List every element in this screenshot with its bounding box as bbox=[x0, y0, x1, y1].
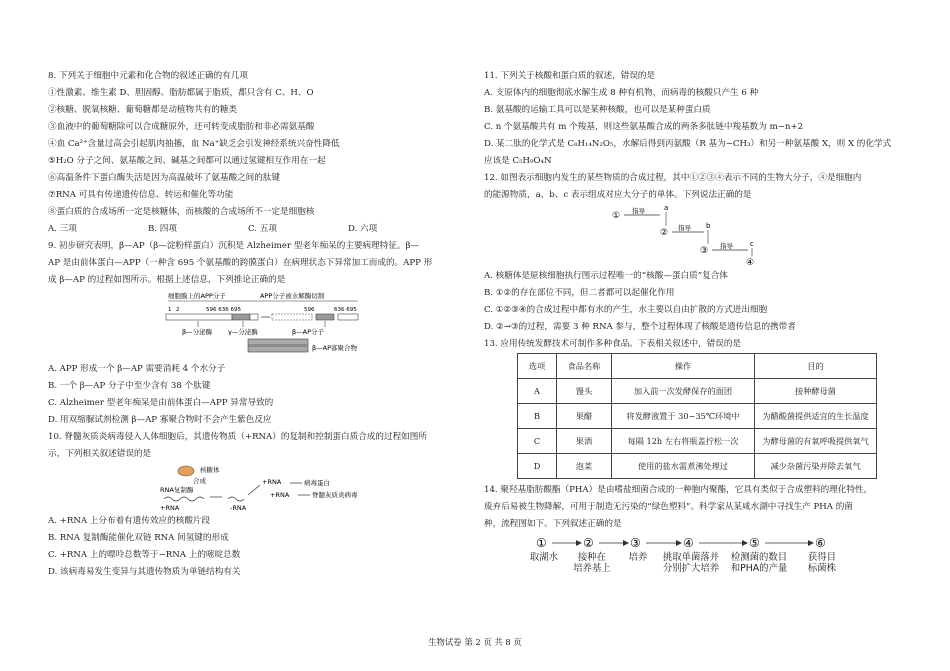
q10-plus-rna-strand bbox=[164, 497, 204, 501]
table-cell: 果醋 bbox=[557, 404, 612, 429]
q8-statement: ⑦RNA 可具有传递遗传信息、转运和催化等功能 bbox=[48, 190, 234, 200]
q12-guide-2: 指导 bbox=[678, 224, 691, 232]
table-cell: B bbox=[518, 404, 557, 429]
q10-virus-diagram bbox=[48, 463, 468, 513]
q11-option-a: A. 支原体内的细胞彻底水解生成 8 种有机物，而病毒的核酸只产生 6 种 bbox=[484, 88, 759, 98]
q9-fragment-beta bbox=[316, 314, 334, 320]
q12-node-2: ② bbox=[660, 228, 669, 238]
table-cell: 减少杂菌污染并除去氧气 bbox=[755, 454, 877, 479]
table-cell: C bbox=[518, 429, 557, 454]
table-cell: 馒头 bbox=[557, 379, 612, 404]
q8-option-a: A. 三项 bbox=[48, 224, 77, 234]
q14-step-text: 标菌株 bbox=[807, 563, 837, 574]
q10-ribosome-shape bbox=[178, 466, 194, 476]
q13-stem: 13. 应用传统发酵技术可制作多种食品。下表相关叙述中，错误的是 bbox=[484, 339, 742, 349]
q10-label-virus: 脊髓灰质炎病毒 bbox=[312, 491, 358, 499]
q14-step-text: 取湖水 bbox=[529, 552, 559, 563]
left-column bbox=[48, 68, 468, 581]
q12-option-c: C. ①②③④的合成过程中都有水的产生，水主要以自由扩散的方式进出细胞 bbox=[484, 305, 768, 315]
q12-guide-1: 指导 bbox=[632, 207, 645, 215]
q12-mono-b: b bbox=[706, 222, 711, 230]
q10-label-synth: 合成 bbox=[193, 477, 206, 485]
q9-app-diagram bbox=[48, 289, 468, 361]
q9-num-1: 1 bbox=[168, 307, 172, 313]
q9-stem: 9. 初步研究表明，β—AP（β—淀粉样蛋白）沉积是 Alzheimer 型老年痴呆的主要病理特征。β— bbox=[48, 241, 420, 251]
q8-options bbox=[48, 221, 468, 238]
q10-arrow-2 bbox=[248, 485, 260, 495]
q14-step-label bbox=[722, 552, 796, 574]
q11-option-c: C. n 个氨基酸共有 m 个羧基，则这些氨基酸合成的两条多肽链中羧基数为 m−n+2 bbox=[484, 122, 804, 132]
q14-arrowhead bbox=[623, 540, 629, 546]
q8-stem: 8. 下列关于细胞中元素和化合物的叙述正确的有几项 bbox=[48, 71, 248, 81]
table-header-cell: 食品名称 bbox=[557, 354, 612, 379]
q9-nums-right: 636 695 bbox=[334, 307, 357, 313]
q14-step-label bbox=[798, 552, 846, 574]
q8-statement: ④血 Ca²⁺含量过高会引起肌肉抽搐，血 Na⁺缺乏会引发神经系统兴奋性降低 bbox=[48, 139, 340, 149]
q14-step-text: 分别扩大培养 bbox=[662, 563, 720, 574]
q8-statement: ②核糖、脱氧核糖、葡萄糖都是动植物共有的糖类 bbox=[48, 105, 238, 115]
q12-node-1: ① bbox=[612, 211, 621, 221]
q14-flow-svg bbox=[484, 533, 904, 551]
q14-flowchart bbox=[484, 533, 904, 583]
q9-app-chain bbox=[166, 314, 232, 320]
q9-label-beta-enzyme: β—分泌酶 bbox=[182, 328, 213, 336]
q14-stem: 种，流程图如下。下列叙述正确的是 bbox=[484, 519, 622, 529]
q10-minus-rna-strand bbox=[228, 497, 244, 501]
q14-node: ② bbox=[583, 536, 594, 550]
q12-synthesis-diagram bbox=[484, 204, 904, 268]
q12-option-b: B. ①②的存在部位不同，但二者都可以起催化作用 bbox=[484, 288, 675, 298]
q12-stem: 12. 如图表示细胞内发生的某些物质的合成过程，其中①②③④表示不同的生物大分子，④是细胞内 bbox=[484, 173, 862, 183]
q14-stem: 14. 聚羟基脂肪酸酯（PHA）是由嗜盐细菌合成的一种胞内聚酯，它具有类似于合成塑料的理化特性， bbox=[484, 485, 873, 495]
q8-statement: ①性激素、维生素 D、胆固醇、脂肪都属于脂质，都只含有 C、H、O bbox=[48, 88, 314, 98]
q9-app-beta-segment bbox=[232, 314, 250, 320]
table-cell: A bbox=[518, 379, 557, 404]
q12-guide-3: 指导 bbox=[720, 242, 733, 250]
page-footer: 生物试卷 第 2 页 共 8 页 bbox=[428, 637, 522, 647]
table-cell: 接种酵母菌 bbox=[755, 379, 877, 404]
q9-option-b: B. 一个 β—AP 分子中至少含有 38 个肽键 bbox=[48, 381, 211, 391]
q9-num-2: 2 bbox=[176, 307, 180, 313]
q10-label-plus-rna-bottom: +RNA bbox=[160, 504, 180, 512]
q14-step-label bbox=[654, 552, 728, 574]
q10-label-minus-rna: -RNA bbox=[230, 504, 247, 512]
q12-stem: 的能源物质，a、b、c 表示组成对应大分子的单体。下列说法正确的是 bbox=[484, 190, 752, 200]
q8-statement: ⑤H₂O 分子之间、氨基酸之间、碱基之间都可以通过氢键相互作用在一起 bbox=[48, 156, 326, 166]
q10-label-plus-rna-top: +RNA bbox=[262, 478, 282, 486]
q13-table bbox=[517, 353, 877, 479]
q14-step-text: 检测菌的数目 bbox=[730, 552, 788, 563]
q12-mono-a: a bbox=[664, 204, 669, 212]
q14-step-text: 接种在 bbox=[577, 552, 607, 563]
table-header-cell: 选项 bbox=[518, 354, 557, 379]
q8-statement: ⑥高温条件下蛋白酶失活是因为高温破坏了氨基酸之间的肽键 bbox=[48, 173, 281, 183]
q14-step-text: 挑取单菌落并 bbox=[662, 552, 720, 563]
q12-node-4: ④ bbox=[746, 258, 755, 268]
table-cell: 果酒 bbox=[557, 429, 612, 454]
table-row bbox=[518, 379, 877, 404]
table-cell: 为醋酸菌提供适宜的生长温度 bbox=[755, 404, 877, 429]
q14-stem: 废弃后易被生物降解，可用于制造无污染的“绿色塑料”。科学家从某咸水湖中寻找生产 PHA 的菌 bbox=[484, 502, 853, 512]
table-cell: 每隔 12h 左右将瓶盖拧松一次 bbox=[612, 429, 755, 454]
table-cell: 为酵母菌的有氧呼吸提供氧气 bbox=[755, 429, 877, 454]
q9-label-beta-ap: β—AP分子 bbox=[292, 328, 325, 336]
q10-option-b: B. RNA 复制酶能催化双链 RNA 间氢键的形成 bbox=[48, 533, 229, 543]
q8-option-d: D. 六项 bbox=[348, 224, 378, 234]
q10-option-d: D. 该病毒易发生变异与其遗传物质为单链结构有关 bbox=[48, 567, 241, 577]
q8-statement: ⑧蛋白质的合成场所一定是核糖体，而核酸的合成场所不一定是细胞核 bbox=[48, 207, 315, 217]
q14-step-text: 和PHA的产量 bbox=[730, 563, 788, 574]
q10-option-c: C. +RNA 上的嘌呤总数等于−RNA 上的嘧啶总数 bbox=[48, 550, 241, 560]
table-cell: 使用的盐水需煮沸处理过 bbox=[612, 454, 755, 479]
table-header-cell: 操作 bbox=[612, 354, 755, 379]
q14-step-text: 培养 bbox=[628, 552, 648, 563]
q9-aggregate-block bbox=[248, 339, 308, 345]
q9-nums-left: 596 636 695 bbox=[206, 307, 241, 313]
table-header-row bbox=[518, 354, 877, 379]
q9-num-596: 596 bbox=[304, 307, 315, 313]
table-cell: 泡菜 bbox=[557, 454, 612, 479]
table-cell: 将发酵液置于 30~35℃环境中 bbox=[612, 404, 755, 429]
q9-stem: AP 是由前体蛋白—APP（一种含 695 个氨基酸的跨膜蛋白）在病理状态下异常加工而成的。APP 形 bbox=[48, 258, 433, 268]
q14-step-text: 获得目 bbox=[807, 552, 837, 563]
table-cell: 加入前一次发酵保存的面团 bbox=[612, 379, 755, 404]
q12-option-a: A. 核糖体是原核细胞执行图示过程唯一的“核酸—蛋白质”复合体 bbox=[484, 271, 728, 281]
q12-option-d: D. ②→③的过程，需要 3 种 RNA 参与，整个过程体现了核酸是遗传信息的携带者 bbox=[484, 322, 796, 332]
q9-fragment-right bbox=[338, 314, 358, 320]
q9-label-cut: APP分子被水解酶切割 bbox=[260, 292, 325, 300]
q9-app-tail bbox=[250, 314, 258, 320]
q14-step-text: 培养基上 bbox=[573, 563, 611, 574]
q10-label-replicase: RNA复制酶 bbox=[160, 486, 194, 494]
q9-option-a: A. APP 形成一个 β—AP 需要消耗 4 个水分子 bbox=[48, 364, 226, 374]
q14-step-label bbox=[562, 552, 622, 574]
q14-node: ⑤ bbox=[749, 536, 760, 550]
q9-aggregate-block bbox=[248, 346, 308, 352]
q10-stem: 示，下列相关叙述错误的是 bbox=[48, 449, 152, 459]
q11-option-d-cont: 应该是 C₅H₉O₄N bbox=[484, 156, 552, 166]
q9-label-membrane: 细胞膜上的APP分子 bbox=[168, 292, 226, 300]
q10-label-capsid: 病毒蛋白 bbox=[304, 479, 330, 487]
q12-mono-c: c bbox=[750, 240, 754, 248]
q14-arrowhead bbox=[808, 540, 814, 546]
q9-option-d: D. 用双缩脲试剂检测 β—AP 寡聚合物时不会产生紫色反应 bbox=[48, 415, 272, 425]
q11-option-b: B. 氨基酸的运输工具可以是某种核酸，也可以是某种蛋白质 bbox=[484, 105, 711, 115]
q14-node: ⑥ bbox=[815, 536, 826, 550]
table-row bbox=[518, 454, 877, 479]
right-column bbox=[484, 68, 904, 583]
q14-step-label bbox=[520, 552, 568, 563]
q9-label-aggregate: β—AP寡聚合物 bbox=[312, 344, 358, 352]
q10-stem: 10. 脊髓灰质炎病毒侵入人体细胞后，其遗传物质（+RNA）的复制和控制蛋白质合成的过程如图所 bbox=[48, 432, 427, 442]
q14-node: ① bbox=[536, 536, 547, 550]
q9-option-c: C. Alzheimer 型老年痴呆是由前体蛋白—APP 异常导致的 bbox=[48, 398, 274, 408]
q14-node: ④ bbox=[683, 536, 694, 550]
q11-stem: 11. 下列关于核酸和蛋白质的叙述，错误的是 bbox=[484, 71, 656, 81]
table-row bbox=[518, 404, 877, 429]
table-cell: D bbox=[518, 454, 557, 479]
q8-option-b: B. 四项 bbox=[148, 224, 177, 234]
q14-arrowhead bbox=[576, 540, 582, 546]
q14-arrowhead bbox=[742, 540, 748, 546]
q14-arrowhead bbox=[676, 540, 682, 546]
q12-node-3: ③ bbox=[700, 246, 709, 256]
q10-label-ribosome: 核糖体 bbox=[200, 466, 220, 474]
q9-fragment-left bbox=[272, 314, 312, 320]
q9-stem: 成 β—AP 的过程如图所示。根据上述信息，下列推论正确的是 bbox=[48, 275, 286, 285]
table-header-cell: 目的 bbox=[755, 354, 877, 379]
q10-option-a: A. +RNA 上分布着有遗传效应的核酸片段 bbox=[48, 516, 211, 526]
q11-option-d: D. 某二肽的化学式是 C₈H₁₄N₂O₅，水解后得到丙氨酸（R 基为−CH₃）和另一种氨基酸 X，则 X 的化学式 bbox=[484, 139, 892, 149]
q10-label-plus-rna-mid: +RNA bbox=[270, 491, 290, 499]
q8-statement: ③血液中的葡萄糖除可以合成糖原外，还可转变成脂肪和非必需氨基酸 bbox=[48, 122, 315, 132]
q14-node: ③ bbox=[630, 536, 641, 550]
table-row bbox=[518, 429, 877, 454]
q9-label-gamma-enzyme: γ—分泌酶 bbox=[228, 328, 258, 336]
q8-option-c: C. 五项 bbox=[248, 224, 277, 234]
